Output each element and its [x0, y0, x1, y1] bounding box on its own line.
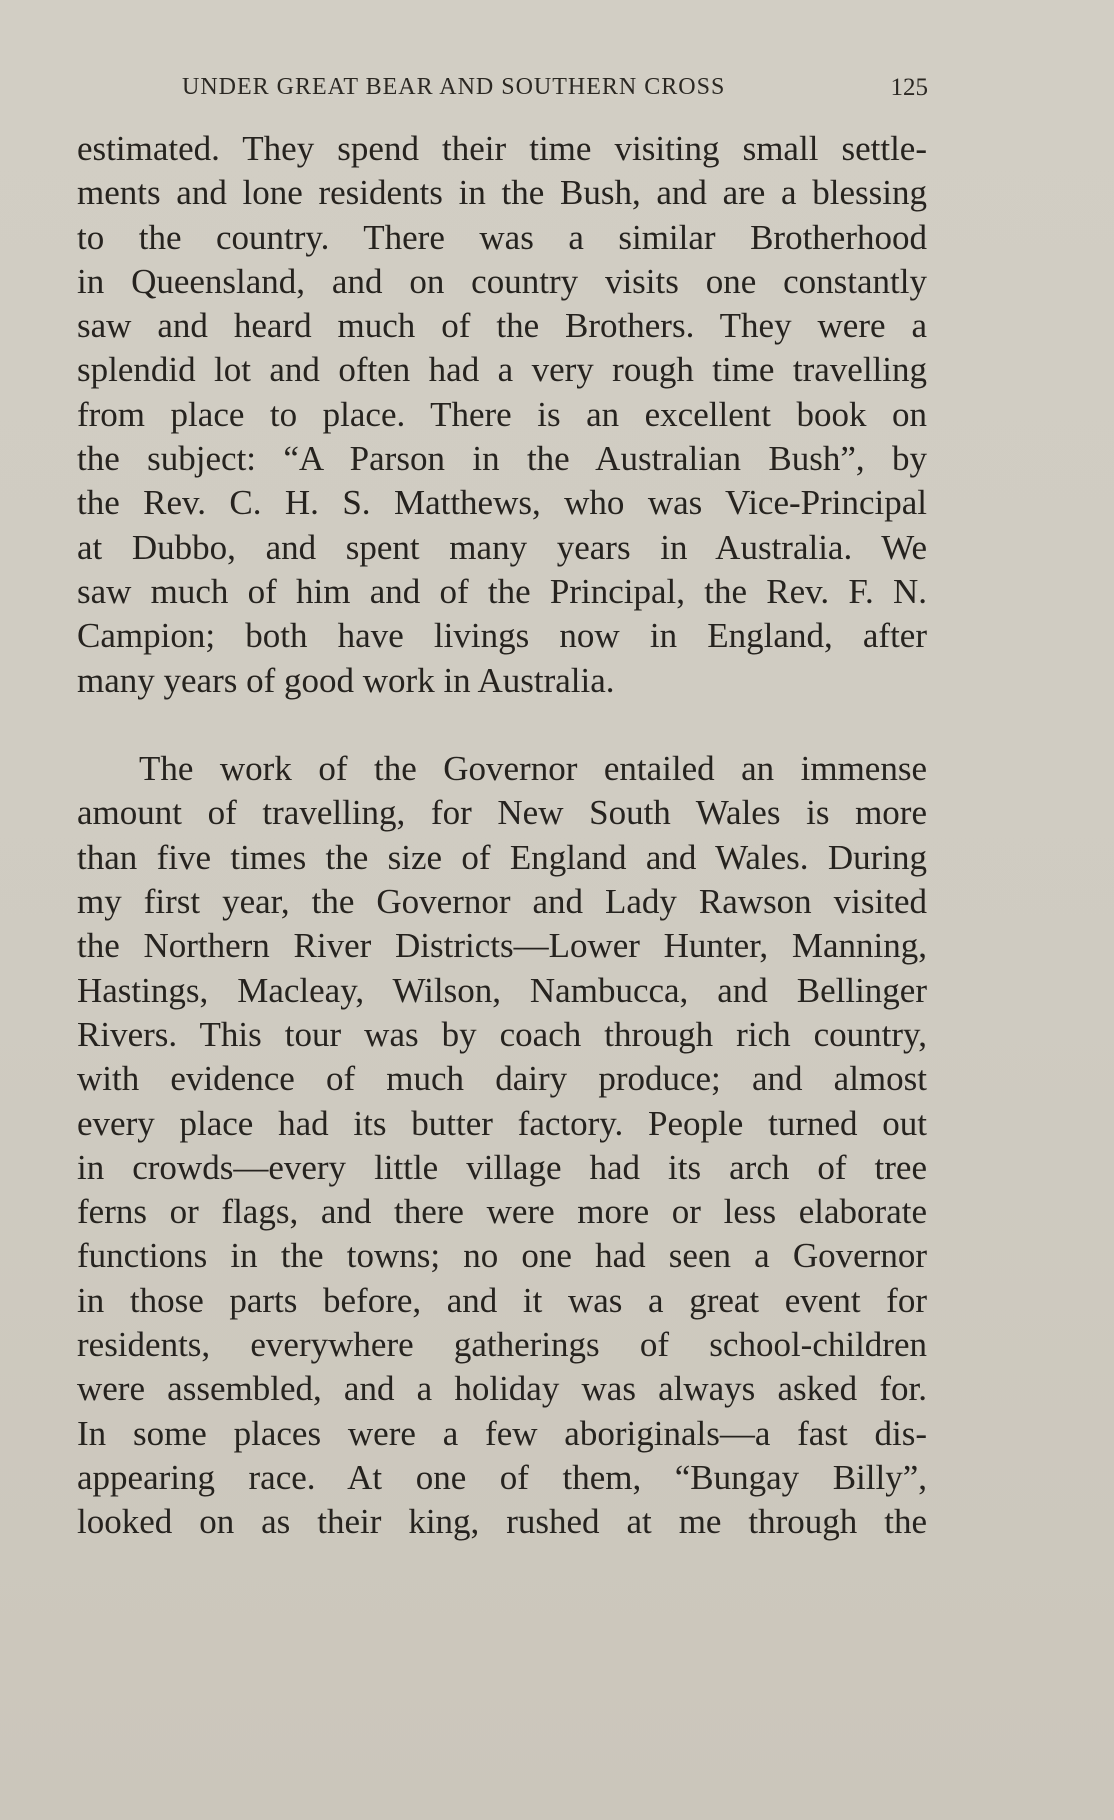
running-header — [182, 74, 928, 108]
text-line: the subject: “A Parson in the Australian Bush”, by — [77, 439, 927, 479]
text-line: functions in the towns; no one had seen a Governor — [77, 1236, 927, 1276]
text-line: my first year, the Governor and Lady Rawson visited — [77, 882, 927, 922]
text-line: amount of travelling, for New South Wales is more — [77, 793, 927, 833]
text-line: saw and heard much of the Brothers. They were a — [77, 306, 927, 346]
text-line: Rivers. This tour was by coach through rich country, — [77, 1014, 927, 1054]
text-line: Campion; both have livings now in England, after — [77, 616, 927, 656]
running-title: UNDER GREAT BEAR AND SOUTHERN CROSS — [182, 74, 726, 100]
text-line: in crowds—every little village had its arch of tree — [77, 1147, 927, 1187]
text-line: than five times the size of England and Wales. During — [77, 837, 927, 877]
text-line: many years of good work in Australia. — [77, 660, 615, 700]
text-line: In some places were a few aboriginals—a fast dis- — [77, 1413, 927, 1453]
text-line: splendid lot and often had a very rough time travelling — [77, 350, 927, 390]
text-line: with evidence of much dairy produce; and almost — [77, 1059, 927, 1099]
page-number: 125 — [890, 74, 928, 101]
paragraph-gap — [77, 703, 927, 747]
text-line: looked on as their king, rushed at me through the — [77, 1502, 927, 1542]
text-line: The work of the Governor entailed an immense — [139, 749, 927, 789]
text-line: at Dubbo, and spent many years in Australia. We — [77, 527, 927, 567]
text-line: Hastings, Macleay, Wilson, Nambucca, and Bellinger — [77, 970, 927, 1010]
text-line: ments and lone residents in the Bush, and are a blessing — [77, 173, 927, 213]
text-line: from place to place. There is an excellent book on — [77, 394, 927, 434]
body-text — [77, 127, 927, 1545]
text-line: to the country. There was a similar Brotherhood — [77, 217, 927, 257]
paragraph — [77, 127, 927, 703]
text-line: estimated. They spend their time visiting small settle- — [77, 129, 927, 168]
text-line: in Queensland, and on country visits one constantly — [77, 261, 927, 301]
text-line: in those parts before, and it was a great event for — [77, 1280, 927, 1320]
text-line: residents, everywhere gatherings of school-children — [77, 1325, 927, 1365]
text-line: every place had its butter factory. People turned out — [77, 1103, 927, 1143]
text-line: the Northern River Districts—Lower Hunter, Manning, — [77, 926, 927, 966]
text-line: the Rev. C. H. S. Matthews, who was Vice-Principal — [77, 483, 927, 523]
text-line: were assembled, and a holiday was always asked for. — [77, 1369, 927, 1409]
text-line: ferns or flags, and there were more or less elaborate — [77, 1192, 927, 1232]
paragraph — [77, 747, 927, 1544]
text-line: saw much of him and of the Principal, the Rev. F. N. — [77, 571, 927, 611]
text-line: appearing race. At one of them, “Bungay Billy”, — [77, 1457, 927, 1497]
